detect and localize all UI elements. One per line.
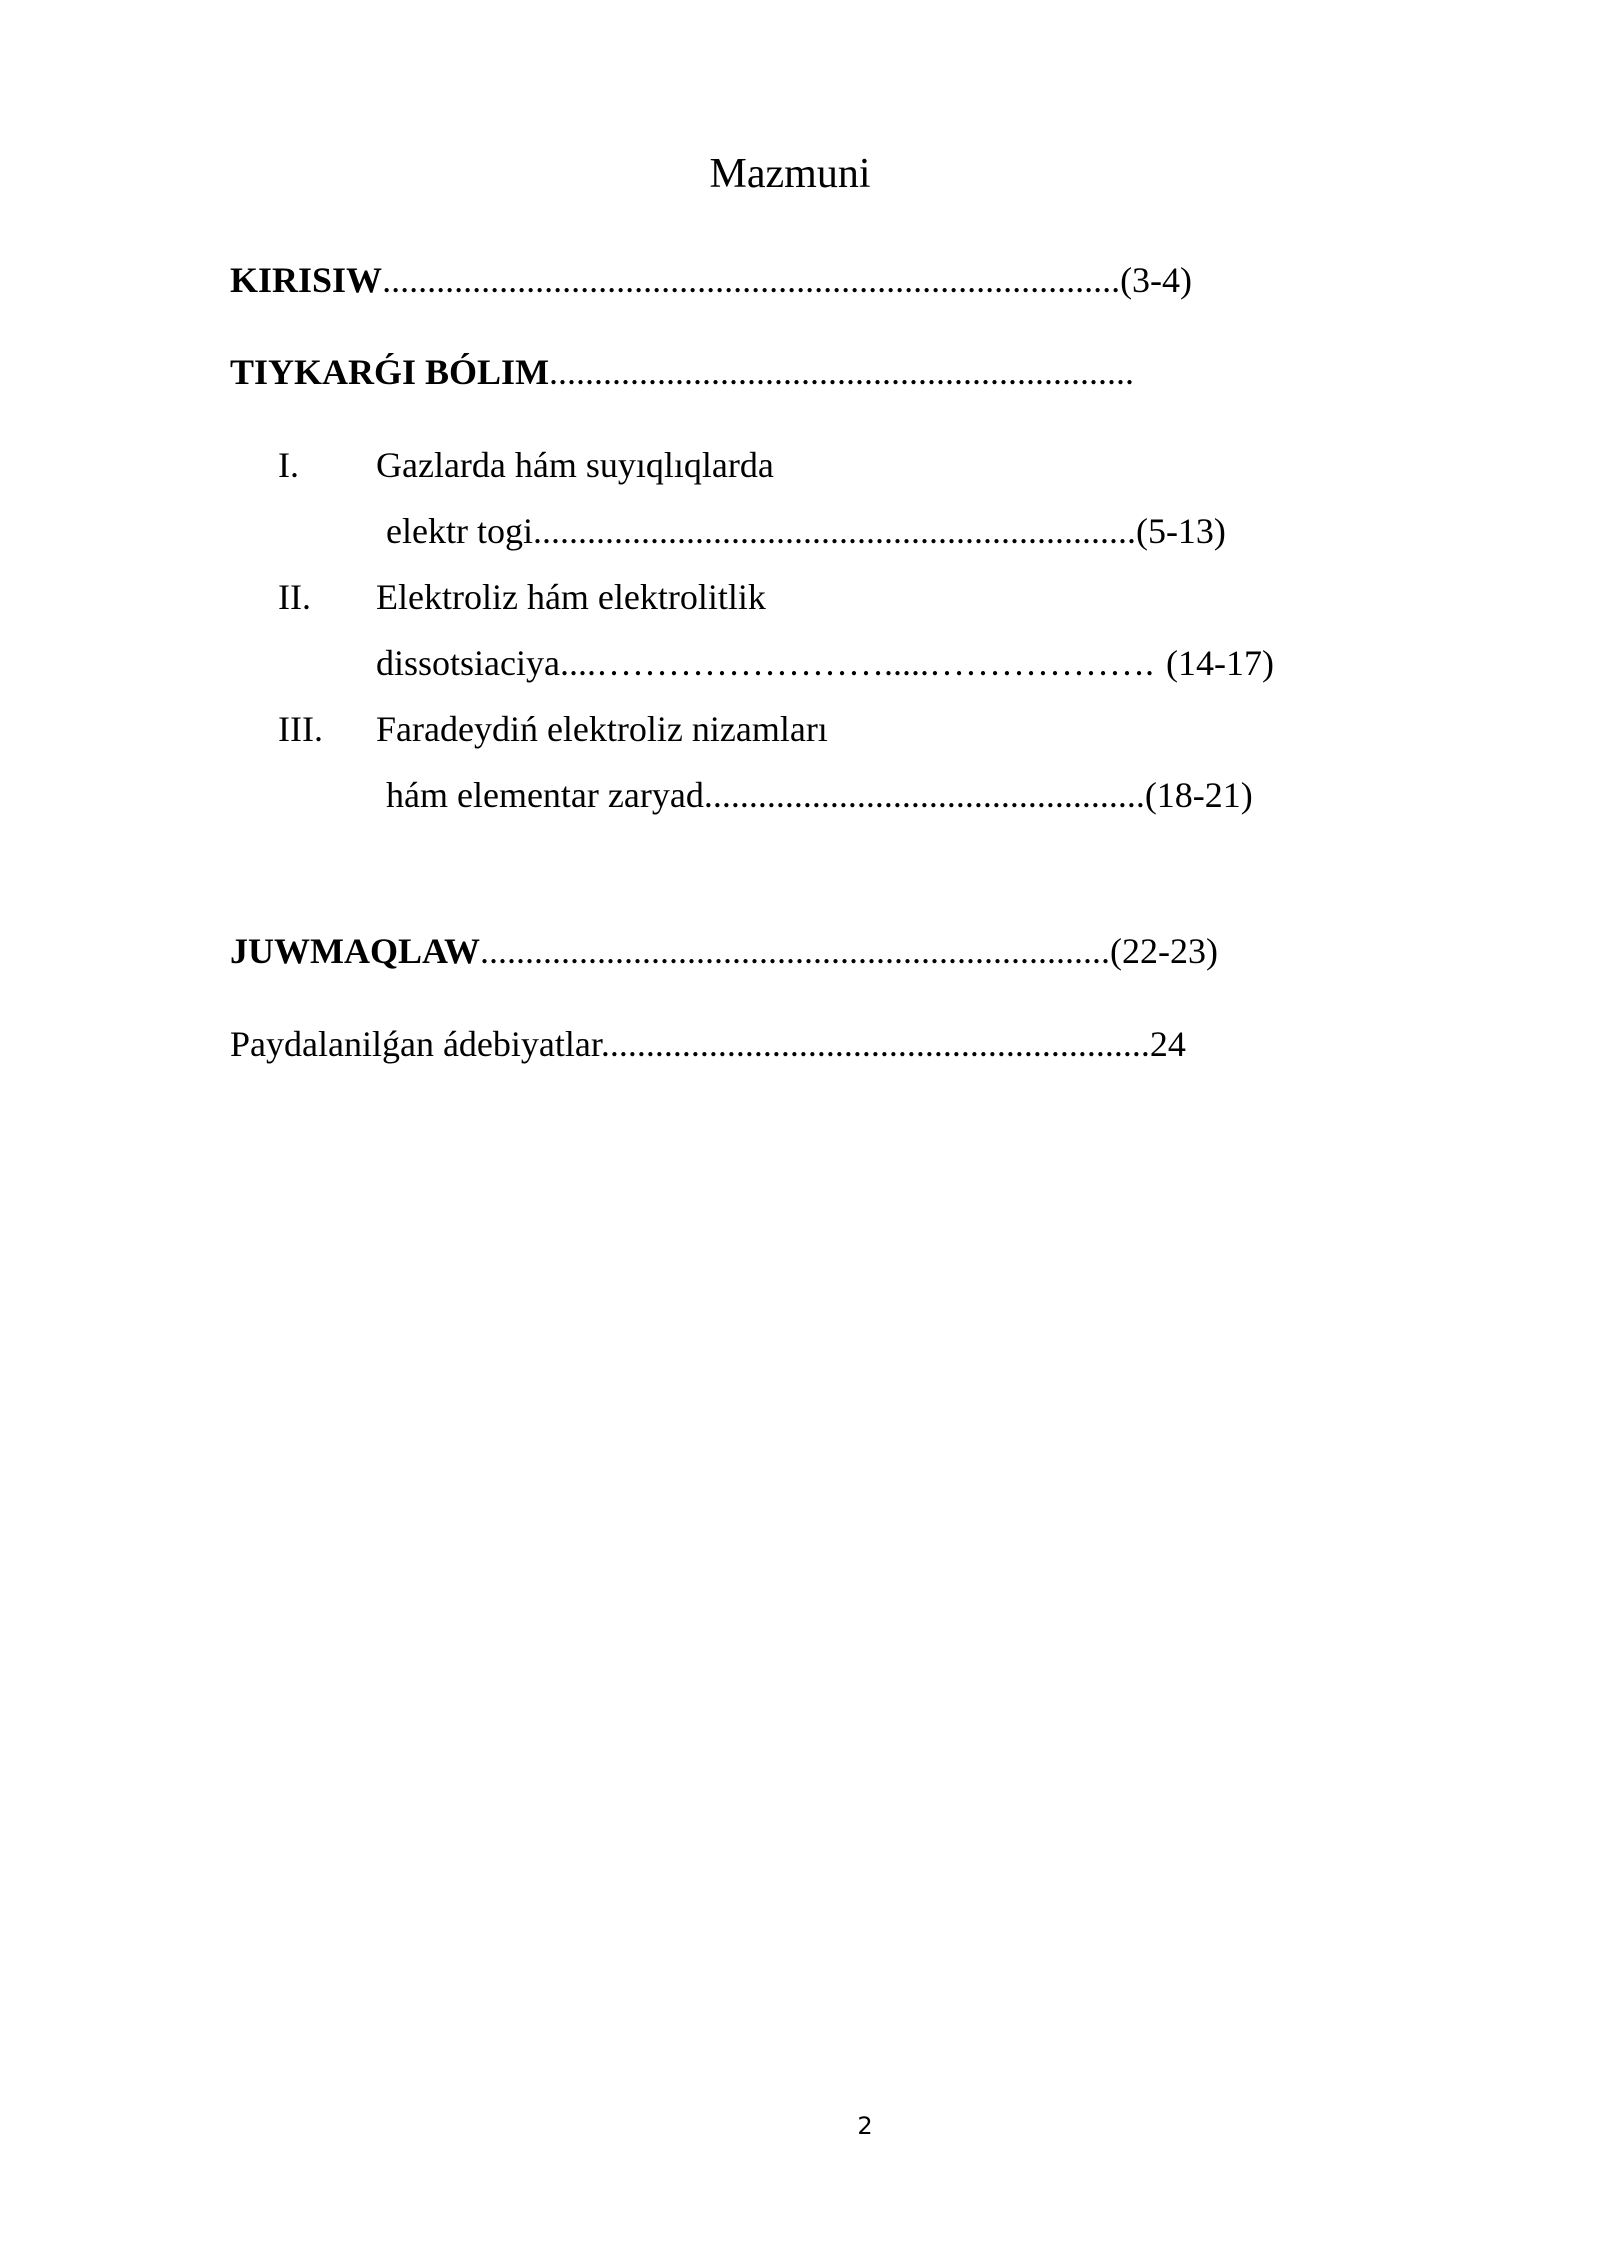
toc-entry-section-1[interactable] bbox=[386, 513, 1226, 549]
section-numeral: I. bbox=[278, 445, 299, 485]
toc-entry-juwmaqlaw[interactable] bbox=[230, 933, 1218, 969]
toc-entry-tiykargi-bolim[interactable] bbox=[230, 354, 1134, 390]
toc-page-range: (3-4) bbox=[1120, 260, 1193, 300]
toc-leader: ................................................................. bbox=[549, 352, 1135, 392]
toc-page-range: (14-17) bbox=[1165, 643, 1274, 683]
toc-leader: .................................................................................. bbox=[382, 260, 1121, 300]
toc-page-range: (18-21) bbox=[1144, 775, 1253, 815]
toc-entry-section-2[interactable] bbox=[376, 645, 1274, 681]
section-numeral: II. bbox=[278, 577, 311, 617]
toc-page-range: (5-13) bbox=[1135, 511, 1226, 551]
toc-leader: ................................................................... bbox=[532, 511, 1136, 551]
toc-leader: ................................................. bbox=[703, 775, 1145, 815]
toc-entry-label: Paydalanilǵan ádebiyatlar bbox=[230, 1024, 601, 1064]
toc-entry-kirisiw[interactable] bbox=[230, 262, 1192, 298]
toc-entry-label: JUWMAQLAW bbox=[230, 931, 480, 971]
toc-leader: ...................................................................... bbox=[480, 931, 1110, 971]
section-numeral: III. bbox=[278, 709, 323, 749]
toc-leader: ....…………………….....………………. bbox=[559, 643, 1154, 683]
page-number: 2 bbox=[857, 2112, 873, 2140]
toc-entry-section-3[interactable] bbox=[386, 777, 1253, 813]
section-title-line2: dissotsiaciya bbox=[376, 643, 560, 683]
toc-entry-label: KIRISIW bbox=[230, 260, 383, 300]
section-title-line1: Gazlarda hám suyıqlıqlarda bbox=[376, 445, 774, 485]
toc-page-range: 24 bbox=[1149, 1024, 1186, 1064]
toc-leader: ............................................................. bbox=[600, 1024, 1150, 1064]
toc-entry-label: TIYKARǴI BÓLIM bbox=[230, 352, 550, 392]
section-title-line2: hám elementar zaryad bbox=[386, 775, 704, 815]
section-title-line1: Faradeydiń elektroliz nizamları bbox=[376, 709, 828, 749]
page-title: Mazmuni bbox=[709, 151, 871, 197]
toc-entry-bibliography[interactable] bbox=[230, 1026, 1186, 1062]
section-title-line2: elektr togi bbox=[386, 511, 533, 551]
toc-page-range: (22-23) bbox=[1110, 931, 1218, 971]
section-title-line1: Elektroliz hám elektrolitlik bbox=[376, 577, 766, 617]
